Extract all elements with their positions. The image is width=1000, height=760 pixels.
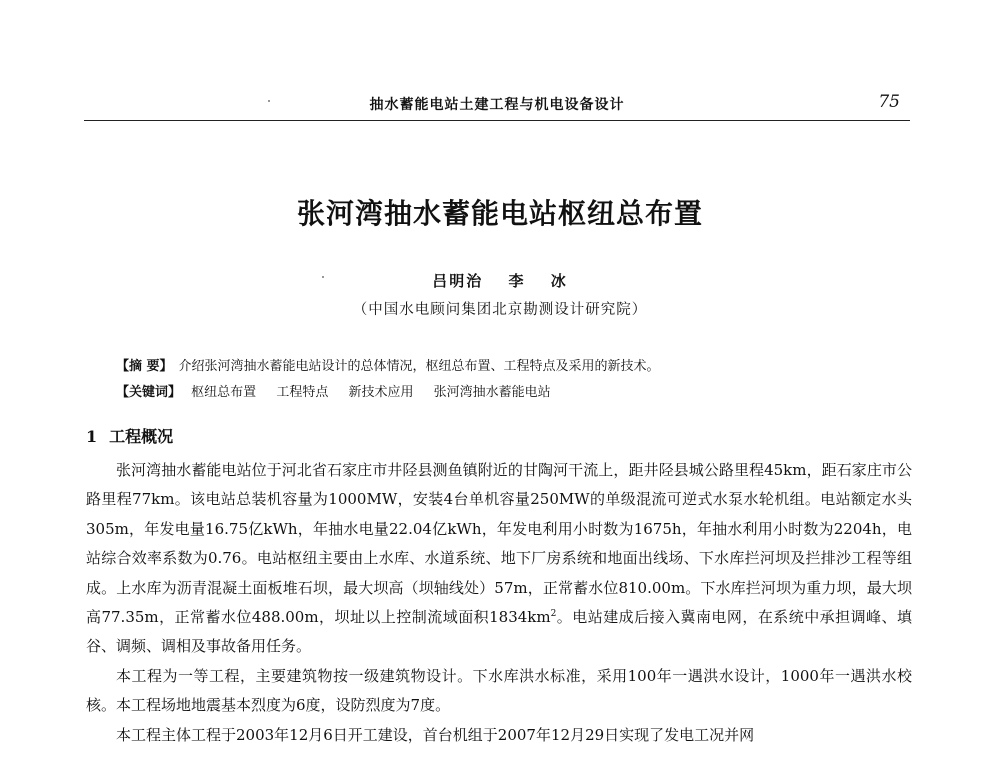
keyword: 张河湾抽水蓄能电站	[433, 385, 551, 400]
keyword: 工程特点	[276, 385, 329, 400]
keywords	[116, 381, 567, 400]
body-text	[86, 456, 912, 750]
abstract-label: 【摘 要】	[116, 359, 173, 374]
scan-speck	[268, 100, 270, 102]
abstract	[116, 355, 660, 374]
running-title: 抽水蓄能电站土建工程与机电设备设计	[369, 97, 625, 113]
paper-title: 张河湾抽水蓄能电站枢纽总布置	[296, 197, 703, 230]
section-number: 1	[86, 427, 98, 446]
keyword: 新技术应用	[348, 385, 414, 400]
superscript: 2	[550, 609, 557, 620]
paragraph-text: 。电站建成后接入冀南电网，在系统中承担调峰、填谷、调频、调相及事故备用任务。	[86, 608, 912, 656]
author-name: 吕明治	[432, 272, 484, 290]
keyword: 枢纽总布置	[191, 385, 257, 400]
affiliation: （中国水电顾问集团北京勘测设计研究院）	[352, 302, 648, 318]
section-title: 工程概况	[109, 427, 174, 446]
paragraph: 本工程主体工程于2003年12月6日开工建设，首台机组于2007年12月29日实现了发电工况并网	[116, 725, 755, 744]
paragraph: 本工程为一等工程，主要建筑物按一级建筑物设计。下水库洪水标准，采用100年一遇洪水设计，1000年一遇洪水校核。本工程场地地震基本烈度为6度，设防烈度为7度。	[86, 666, 912, 715]
section-heading	[86, 424, 173, 447]
running-head	[84, 92, 910, 121]
authors	[0, 270, 1000, 291]
author-name: 李 冰	[508, 272, 568, 290]
abstract-text: 介绍张河湾抽水蓄能电站设计的总体情况，枢纽总布置、工程特点及采用的新技术。	[178, 359, 660, 374]
page-number: 75	[878, 92, 900, 112]
paragraph	[86, 456, 912, 662]
keywords-label: 【关键词】	[116, 385, 182, 400]
paragraph-text: 张河湾抽水蓄能电站位于河北省石家庄市井陉县测鱼镇附近的甘陶河干流上，距井陉县城公路里程45km，距石家庄市公路里程77km。该电站总装机容量为1000MW，安装4台单机容量250MW的单级混流可逆式水泵水轮机组。电站额定水头305m，年发电量16.75亿kWh，年抽水电量22.04亿kWh，年发电利用小时数为1675h，年抽水利用小时数为2204h，电站综合效率系数为0.76。电站枢纽主要由上水库、水道系统、地下厂房系统和地面出线场、下水库拦河坝及拦排沙工程等组成。上水库为沥青混凝土面板堆石坝，最大坝高（坝轴线处）57m，正常蓄水位810.00m。下水库拦河坝为重力坝，最大坝高77.35m，正常蓄水位488.00m，坝址以上控制流域面积1834km	[86, 461, 912, 627]
